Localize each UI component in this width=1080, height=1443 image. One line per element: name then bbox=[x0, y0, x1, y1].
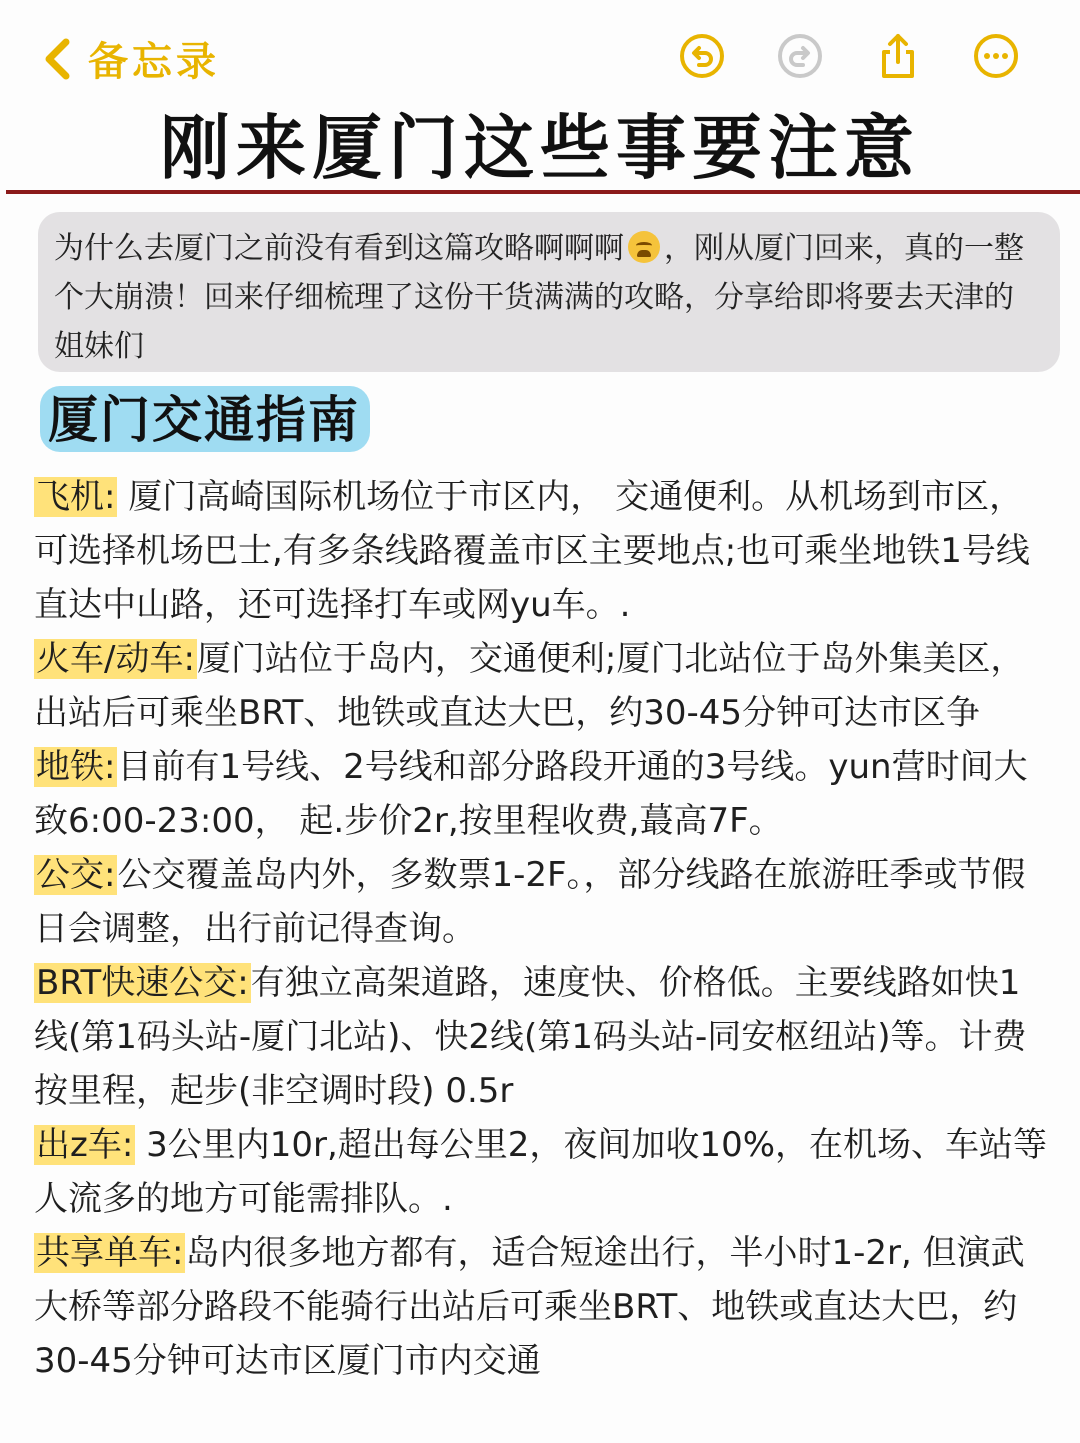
item-brt bbox=[34, 956, 1050, 1118]
more-button[interactable] bbox=[972, 32, 1020, 80]
item-plane bbox=[34, 470, 1050, 632]
item-label: 出z车: bbox=[36, 1125, 134, 1165]
item-text: 有独立高架道路，速度快、价格低。主要线路如快1线(第1码头站-厦门北站)、快2线(第1码头站-同安枢纽站)等。计费按里程，起步(非空调时段) 0.5r bbox=[34, 963, 1027, 1111]
transport-guide bbox=[34, 470, 1050, 1388]
undo-button[interactable] bbox=[678, 32, 726, 80]
more-icon bbox=[972, 32, 1020, 80]
intro-box bbox=[38, 212, 1060, 372]
item-text: 公交覆盖岛内外，多数票1-2F。，部分线路在旅游旺季或节假日会调整，出行前记得查询。 bbox=[34, 855, 1026, 949]
redo-button[interactable] bbox=[776, 32, 824, 80]
item-text: 岛内很多地方都有，适合短途出行，半小时1-2r, 但演武大桥等部分路段不能骑行出站后可乘坐BRT、地铁或直达大巴，约30-45分钟可达市区厦门市内交通 bbox=[34, 1233, 1025, 1381]
share-button[interactable] bbox=[874, 32, 922, 80]
item-bus bbox=[34, 848, 1050, 956]
item-label: 共享单车: bbox=[36, 1233, 184, 1273]
item-text: 厦门高崎国际机场位于市区内， 交通便利。从机场到市区，可选择机场巴士,有多条线路覆盖市区主要地点;也可乘坐地铁1号线直达中山路，还可选择打车或网yu车。. bbox=[34, 477, 1030, 625]
item-label: 火车/动车: bbox=[36, 639, 195, 679]
item-train bbox=[34, 632, 1050, 740]
back-button[interactable] bbox=[40, 30, 220, 87]
chevron-left-icon bbox=[40, 36, 74, 82]
note-title: 刚来厦门这些事要注意 bbox=[160, 107, 920, 189]
intro-text-part1: 为什么去厦门之前没有看到这篇攻略啊啊啊 bbox=[54, 231, 624, 266]
crying-face-icon bbox=[628, 231, 660, 263]
item-metro bbox=[34, 740, 1050, 848]
section-heading: 厦门交通指南 bbox=[40, 386, 370, 452]
undo-icon bbox=[678, 32, 726, 80]
item-label: BRT快速公交: bbox=[36, 963, 249, 1003]
redo-icon bbox=[776, 32, 824, 80]
item-label: 飞机: bbox=[36, 477, 116, 517]
item-text: 厦门站位于岛内，交通便利;厦门北站位于岛外集美区，出站后可乘坐BRT、地铁或直达大巴，约30-45分钟可达市区争 bbox=[34, 639, 1025, 733]
toolbar-icons bbox=[678, 32, 1020, 80]
item-label: 地铁: bbox=[36, 747, 116, 787]
item-bike bbox=[34, 1226, 1050, 1388]
intro-text-part2: ，刚从厦门回来，真的一整个大崩溃！回来仔细梳理了这份干货满满的攻略，分享给即将要去天津的姐妹们 bbox=[54, 231, 1024, 364]
share-icon bbox=[874, 32, 922, 80]
item-taxi bbox=[34, 1118, 1050, 1226]
back-label: 备忘录 bbox=[88, 39, 220, 85]
title-divider bbox=[6, 190, 1080, 194]
item-text: 目前有1号线、2号线和部分路段开通的3号线。yun营时间大致6:00-23:00， 起.步价2r,按里程收费,蕞高7F。 bbox=[34, 747, 1028, 841]
item-label: 公交: bbox=[36, 855, 116, 895]
item-text: 3公里内10r,超出每公里2，夜间加收10%，在机场、车站等人流多的地方可能需排队。. bbox=[34, 1125, 1048, 1219]
